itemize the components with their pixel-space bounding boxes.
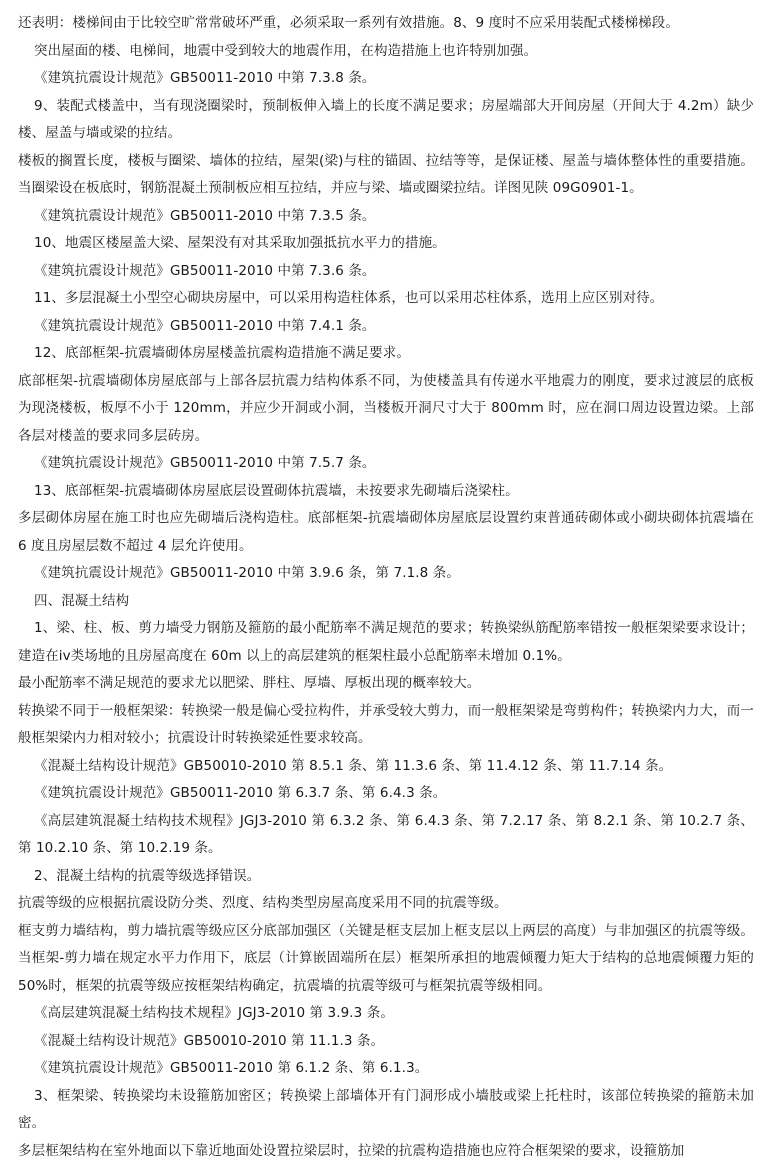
paragraph: 2、混凝土结构的抗震等级选择错误。	[18, 863, 754, 891]
paragraph: 转换梁不同于一般框架梁：转换梁一般是偏心受拉构件，并承受较大剪力，而一般框架梁是弯剪构件；转换梁内力大，而一般框架梁内力相对较小；抗震设计时转换梁延性要求较高。	[18, 698, 754, 753]
paragraph: 12、底部框架-抗震墙砌体房屋楼盖抗震构造措施不满足要求。	[18, 340, 754, 368]
paragraph: 《建筑抗震设计规范》GB50011-2010 中第 7.3.5 条。	[18, 203, 754, 231]
paragraph: 《建筑抗震设计规范》GB50011-2010 中第 7.3.8 条。	[18, 65, 754, 93]
paragraph: 突出屋面的楼、电梯间，地震中受到较大的地震作用，在构造措施上也许特别加强。	[18, 38, 754, 66]
paragraph: 1、梁、柱、板、剪力墙受力钢筋及箍筋的最小配筋率不满足规范的要求；转换梁纵筋配筋率错按一般框架梁要求设计；建造在iv类场地的且房屋高度在 60m 以上的高层建筑的框架柱最小总配筋率未增加 0.1%。	[18, 615, 754, 670]
paragraph: 13、底部框架-抗震墙砌体房屋底层设置砌体抗震墙，未按要求先砌墙后浇梁柱。	[18, 478, 754, 506]
paragraph: 框支剪力墙结构，剪力墙抗震等级应区分底部加强区（关键是框支层加上框支层以上两层的高度）与非加强区的抗震等级。 当框架-剪力墙在规定水平力作用下，底层（计算嵌固端所在层）框架所承担的地震倾覆力矩大于结构的总地震倾覆力矩的 50%时，框架的抗震等级应按框架结构确定，抗震墙的抗震等级可与框架抗震等级相同。	[18, 918, 754, 1001]
paragraph: 《混凝土结构设计规范》GB50010-2010 第 8.5.1 条、第 11.3.6 条、第 11.4.12 条、第 11.7.14 条。	[18, 753, 754, 781]
paragraph: 多层砌体房屋在施工时也应先砌墙后浇构造柱。底部框架-抗震墙砌体房屋底层设置约束普通砖砌体或小砌块砌体抗震墙在 6 度且房屋层数不超过 4 层允许使用。	[18, 505, 754, 560]
paragraph: 底部框架-抗震墙砌体房屋底部与上部各层抗震力结构体系不同，为使楼盖具有传递水平地震力的刚度，要求过渡层的底板为现浇楼板，板厚不小于 120mm，并应少开洞或小洞，当楼板开洞尺寸大于 800mm 时，应在洞口周边设置边梁。上部各层对楼盖的要求同多层砖房。	[18, 368, 754, 451]
paragraph: 《建筑抗震设计规范》GB50011-2010 第 6.1.2 条、第 6.1.3。	[18, 1055, 754, 1083]
paragraph: 《高层建筑混凝土结构技术规程》JGJ3-2010 第 3.9.3 条。	[18, 1000, 754, 1028]
paragraph: 3、框架梁、转换梁均未设箍筋加密区；转换梁上部墙体开有门洞形成小墙肢或梁上托柱时，该部位转换梁的箍筋未加密。	[18, 1083, 754, 1138]
paragraph: 多层框架结构在室外地面以下靠近地面处设置拉梁层时，拉梁的抗震构造措施也应符合框架梁的要求，设箍筋加	[18, 1138, 754, 1165]
paragraph: 9、装配式楼盖中，当有现浇圈梁时，预制板伸入墙上的长度不满足要求；房屋端部大开间房屋（开间大于 4.2m）缺少楼、屋盖与墙或梁的拉结。	[18, 93, 754, 148]
paragraph: 抗震等级的应根据抗震设防分类、烈度、结构类型房屋高度采用不同的抗震等级。	[18, 890, 754, 918]
paragraph: 《建筑抗震设计规范》GB50011-2010 中第 7.5.7 条。	[18, 450, 754, 478]
paragraph: 楼板的搁置长度，楼板与圈梁、墙体的拉结，屋架(梁)与柱的锚固、拉结等等，是保证楼、屋盖与墙体整体性的重要措施。当圈梁设在板底时，钢筋混凝土预制板应相互拉结，并应与梁、墙或圈梁拉结。详图见陕 09G0901-1。	[18, 148, 754, 203]
paragraph: 《建筑抗震设计规范》GB50011-2010 中第 7.3.6 条。	[18, 258, 754, 286]
document-body	[18, 10, 754, 1165]
paragraph: 《建筑抗震设计规范》GB50011-2010 中第 7.4.1 条。	[18, 313, 754, 341]
paragraph: 11、多层混凝土小型空心砌块房屋中，可以采用构造柱体系，也可以采用芯柱体系，选用上应区别对待。	[18, 285, 754, 313]
paragraph: 《建筑抗震设计规范》GB50011-2010 第 6.3.7 条、第 6.4.3 条。	[18, 780, 754, 808]
paragraph: 最小配筋率不满足规范的要求尤以肥梁、胖柱、厚墙、厚板出现的概率较大。	[18, 670, 754, 698]
paragraph: 还表明：楼梯间由于比较空旷常常破坏严重，必须采取一系列有效措施。8、9 度时不应采用装配式楼梯梯段。	[18, 10, 754, 38]
paragraph: 《混凝土结构设计规范》GB50010-2010 第 11.1.3 条。	[18, 1028, 754, 1056]
paragraph: 《高层建筑混凝土结构技术规程》JGJ3-2010 第 6.3.2 条、第 6.4.3 条、第 7.2.17 条、第 8.2.1 条、第 10.2.7 条、第 10.2.10 条、第 10.2.19 条。	[18, 808, 754, 863]
paragraph: 《建筑抗震设计规范》GB50011-2010 中第 3.9.6 条，第 7.1.8 条。	[18, 560, 754, 588]
paragraph: 10、地震区楼屋盖大梁、屋架没有对其采取加强抵抗水平力的措施。	[18, 230, 754, 258]
paragraph: 四、混凝土结构	[18, 588, 754, 616]
